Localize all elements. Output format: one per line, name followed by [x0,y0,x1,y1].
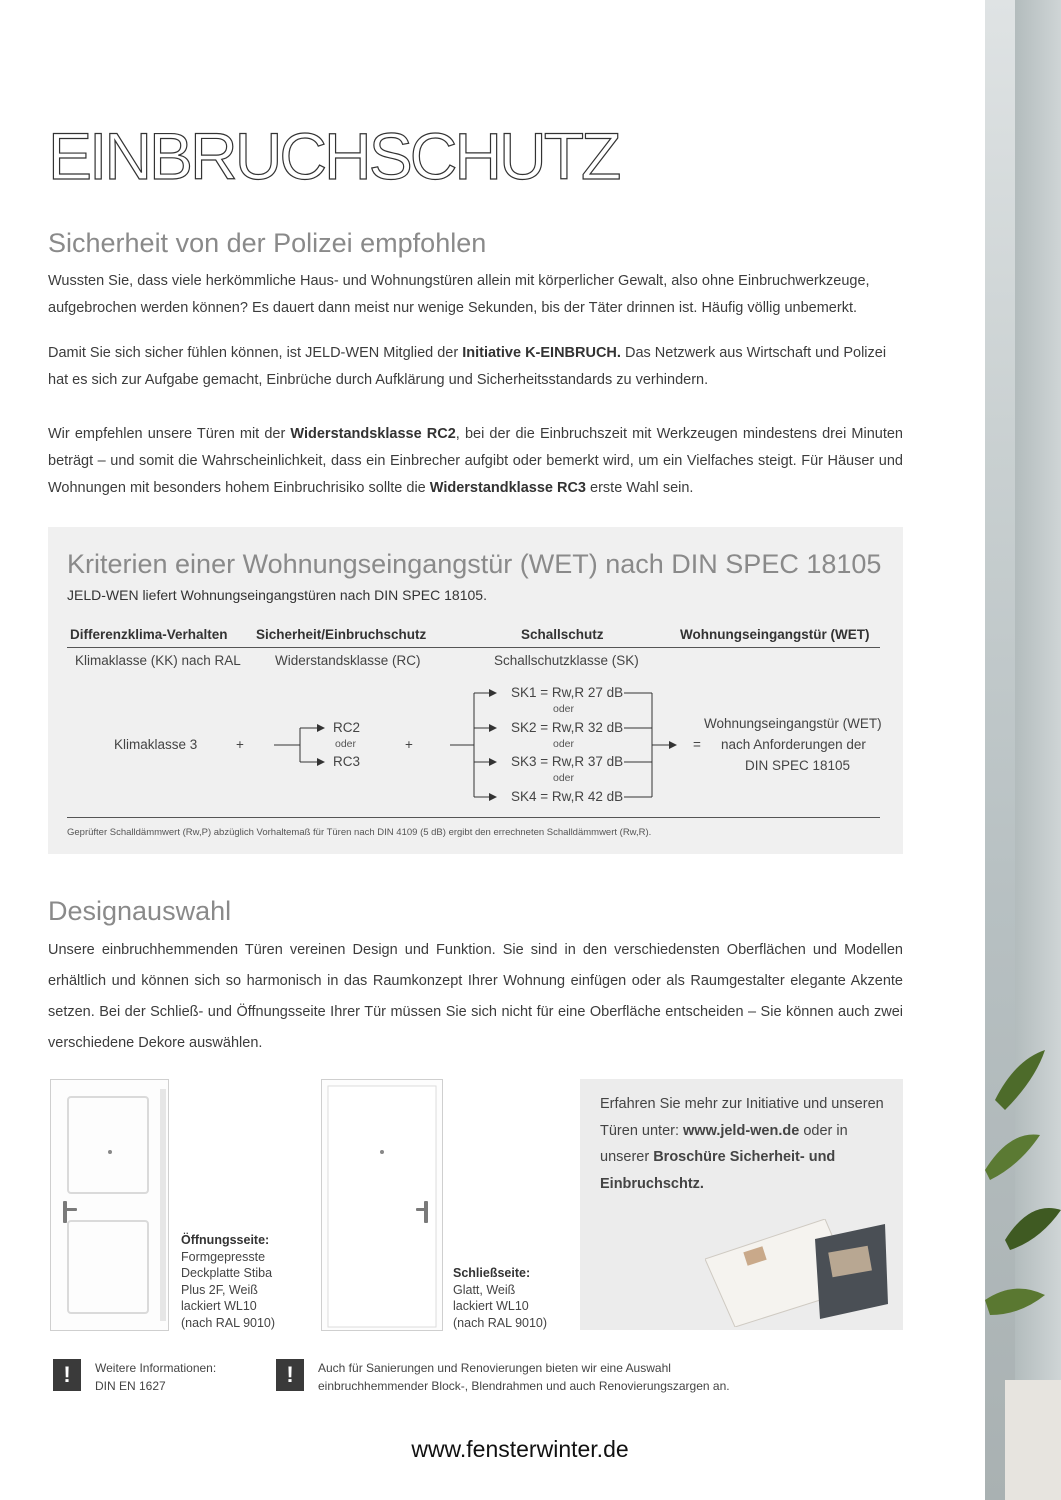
oder-sk-1: oder [553,703,575,715]
info-text: Erfahren Sie mehr zur Initiative und unseren Türen unter: www.jeld-wen.de oder in unserer Broschüre Sicherheit- und Einbruchschtz. [600,1096,884,1192]
result-line-1: Wohnungseingangstür (WET) [704,716,882,731]
brochure-image [705,1219,890,1327]
door-closing-caption: Schließseite: Glatt, Weiß lackiert WL10 (nach RAL 9010) [453,1266,548,1330]
klima-value: Klimaklasse 3 [114,737,198,752]
col-header-security: Sicherheit/Einbruchschutz [256,627,427,642]
criteria-flow-lines [48,527,903,854]
subheader-rc: Widerstandsklasse (RC) [275,653,421,668]
oder-sk-3: oder [553,772,575,784]
plus-sign-1: + [236,737,244,752]
door-closing-side-image [321,1079,443,1331]
paragraph-intro: Wussten Sie, dass viele herkömmliche Haus- und Wohnungstüren allein mit körperlicher Gewalt, also ohne Einbruchwerkzeuge, aufgebrochen werden können? Es dauert dann meist nur wenige Sekunden, bis der Täter drinnen ist. Häufig völlig unbemerkt. [48,273,870,316]
equals-sign: = [693,737,701,752]
background-photo [985,0,1061,1500]
sk3-label: SK3 = Rw,R 37 dB [511,754,624,769]
rc3-label: RC3 [333,754,361,769]
door-opening-caption: Öffnungsseite: Formgepresste Deckplatte Stiba Plus 2F, Weiß lackiert WL10 (nach RAL 9010) [181,1233,276,1330]
plant-image [985,1040,1061,1500]
col-header-klima: Differenzklima-Verhalten [70,627,228,642]
plus-sign-2: + [405,737,413,752]
result-line-2: nach Anforderungen der [721,737,866,752]
sk4-label: SK4 = Rw,R 42 dB [511,789,624,804]
jeld-wen-link[interactable]: www.jeld-wen.de [683,1122,800,1139]
criteria-intro: JELD-WEN liefert Wohnungseingangstüren nach DIN SPEC 18105. [67,587,487,603]
door-opening-side-image [50,1079,169,1331]
footer-divider [67,817,880,818]
oder-sk-2: oder [553,738,575,750]
section-heading-security: Sicherheit von der Polizei empfohlen [48,228,487,258]
subheader-klima: Klimaklasse (KK) nach RAL [75,653,241,668]
section-heading-design: Designauswahl [48,896,232,926]
sk1-label: SK1 = Rw,R 27 dB [511,685,624,700]
info-box [580,1079,903,1330]
note-renovation: Auch für Sanierungen und Renovierungen bieten wir eine Auswahl einbruchhemmender Block-, Blendrahmen und auch Renovierungszargen an. [318,1361,730,1393]
col-header-wet: Wohnungseingangstür (WET) [680,627,870,642]
footer-url[interactable]: www.fensterwinter.de [411,1436,629,1462]
result-line-3: DIN SPEC 18105 [745,758,851,773]
paragraph-initiative: Damit Sie sich sicher fühlen können, ist JELD-WEN Mitglied der Initiative K-EINBRUCH. Das Netzwerk aus Wirtschaft und Polizei hat es sich zur Aufgabe gemacht, Einbrüche durch Aufklärung und Sicherheitsstandards zu verhindern. [48,345,887,388]
oder-rc: oder [335,738,357,750]
subheader-sk: Schallschutzklasse (SK) [494,653,639,668]
criteria-box [48,527,903,854]
sk2-label: SK2 = Rw,R 32 dB [511,720,624,735]
page-title: EINBRUCHSCHUTZ [48,119,619,193]
warning-icon: ! [53,1359,81,1391]
criteria-heading: Kriterien einer Wohnungseingangstür (WET) nach DIN SPEC 18105 [67,549,882,579]
paragraph-design: Unsere einbruchhemmenden Türen vereinen Design und Funktion. Sie sind in den verschiedensten Oberflächen und Modellen erhältlich und können sich so harmonisch in das Raumkonzept Ihrer Wohnung einfügen oder als Raumgestalter elegante Akzente setzen. Bei der Schließ- und Öffnungsseite Ihrer Tür müssen Sie sich nicht für eine Oberfläche entscheiden – Sie können auch zwei verschiedene Dekore auswählen. [48,942,903,1051]
paragraph-recommendation: Wir empfehlen unsere Türen mit der Widerstandsklasse RC2, bei der die Einbruchszeit mit Werkzeugen mindestens drei Minuten beträgt – und somit die Wahrscheinlichkeit, dass ein Einbrecher aufgibt oder bemerkt wird, um ein Vielfaches steigt. Für Häuser und Wohnungen mit besonders hohem Einbruchrisiko sollte die Widerstandklasse RC3 erste Wahl sein. [48,426,903,496]
criteria-footnote: Geprüfter Schalldämmwert (Rw,P) abzüglich Vorhaltemaß für Türen nach DIN 4109 (5 dB) ergibt den errechneten Schalldämmwert (Rw,R). [67,827,652,838]
col-header-sound: Schallschutz [521,627,604,642]
note-din-en: Weitere Informationen: DIN EN 1627 [95,1361,217,1393]
warning-icon: ! [276,1359,304,1391]
rc2-label: RC2 [333,720,361,735]
